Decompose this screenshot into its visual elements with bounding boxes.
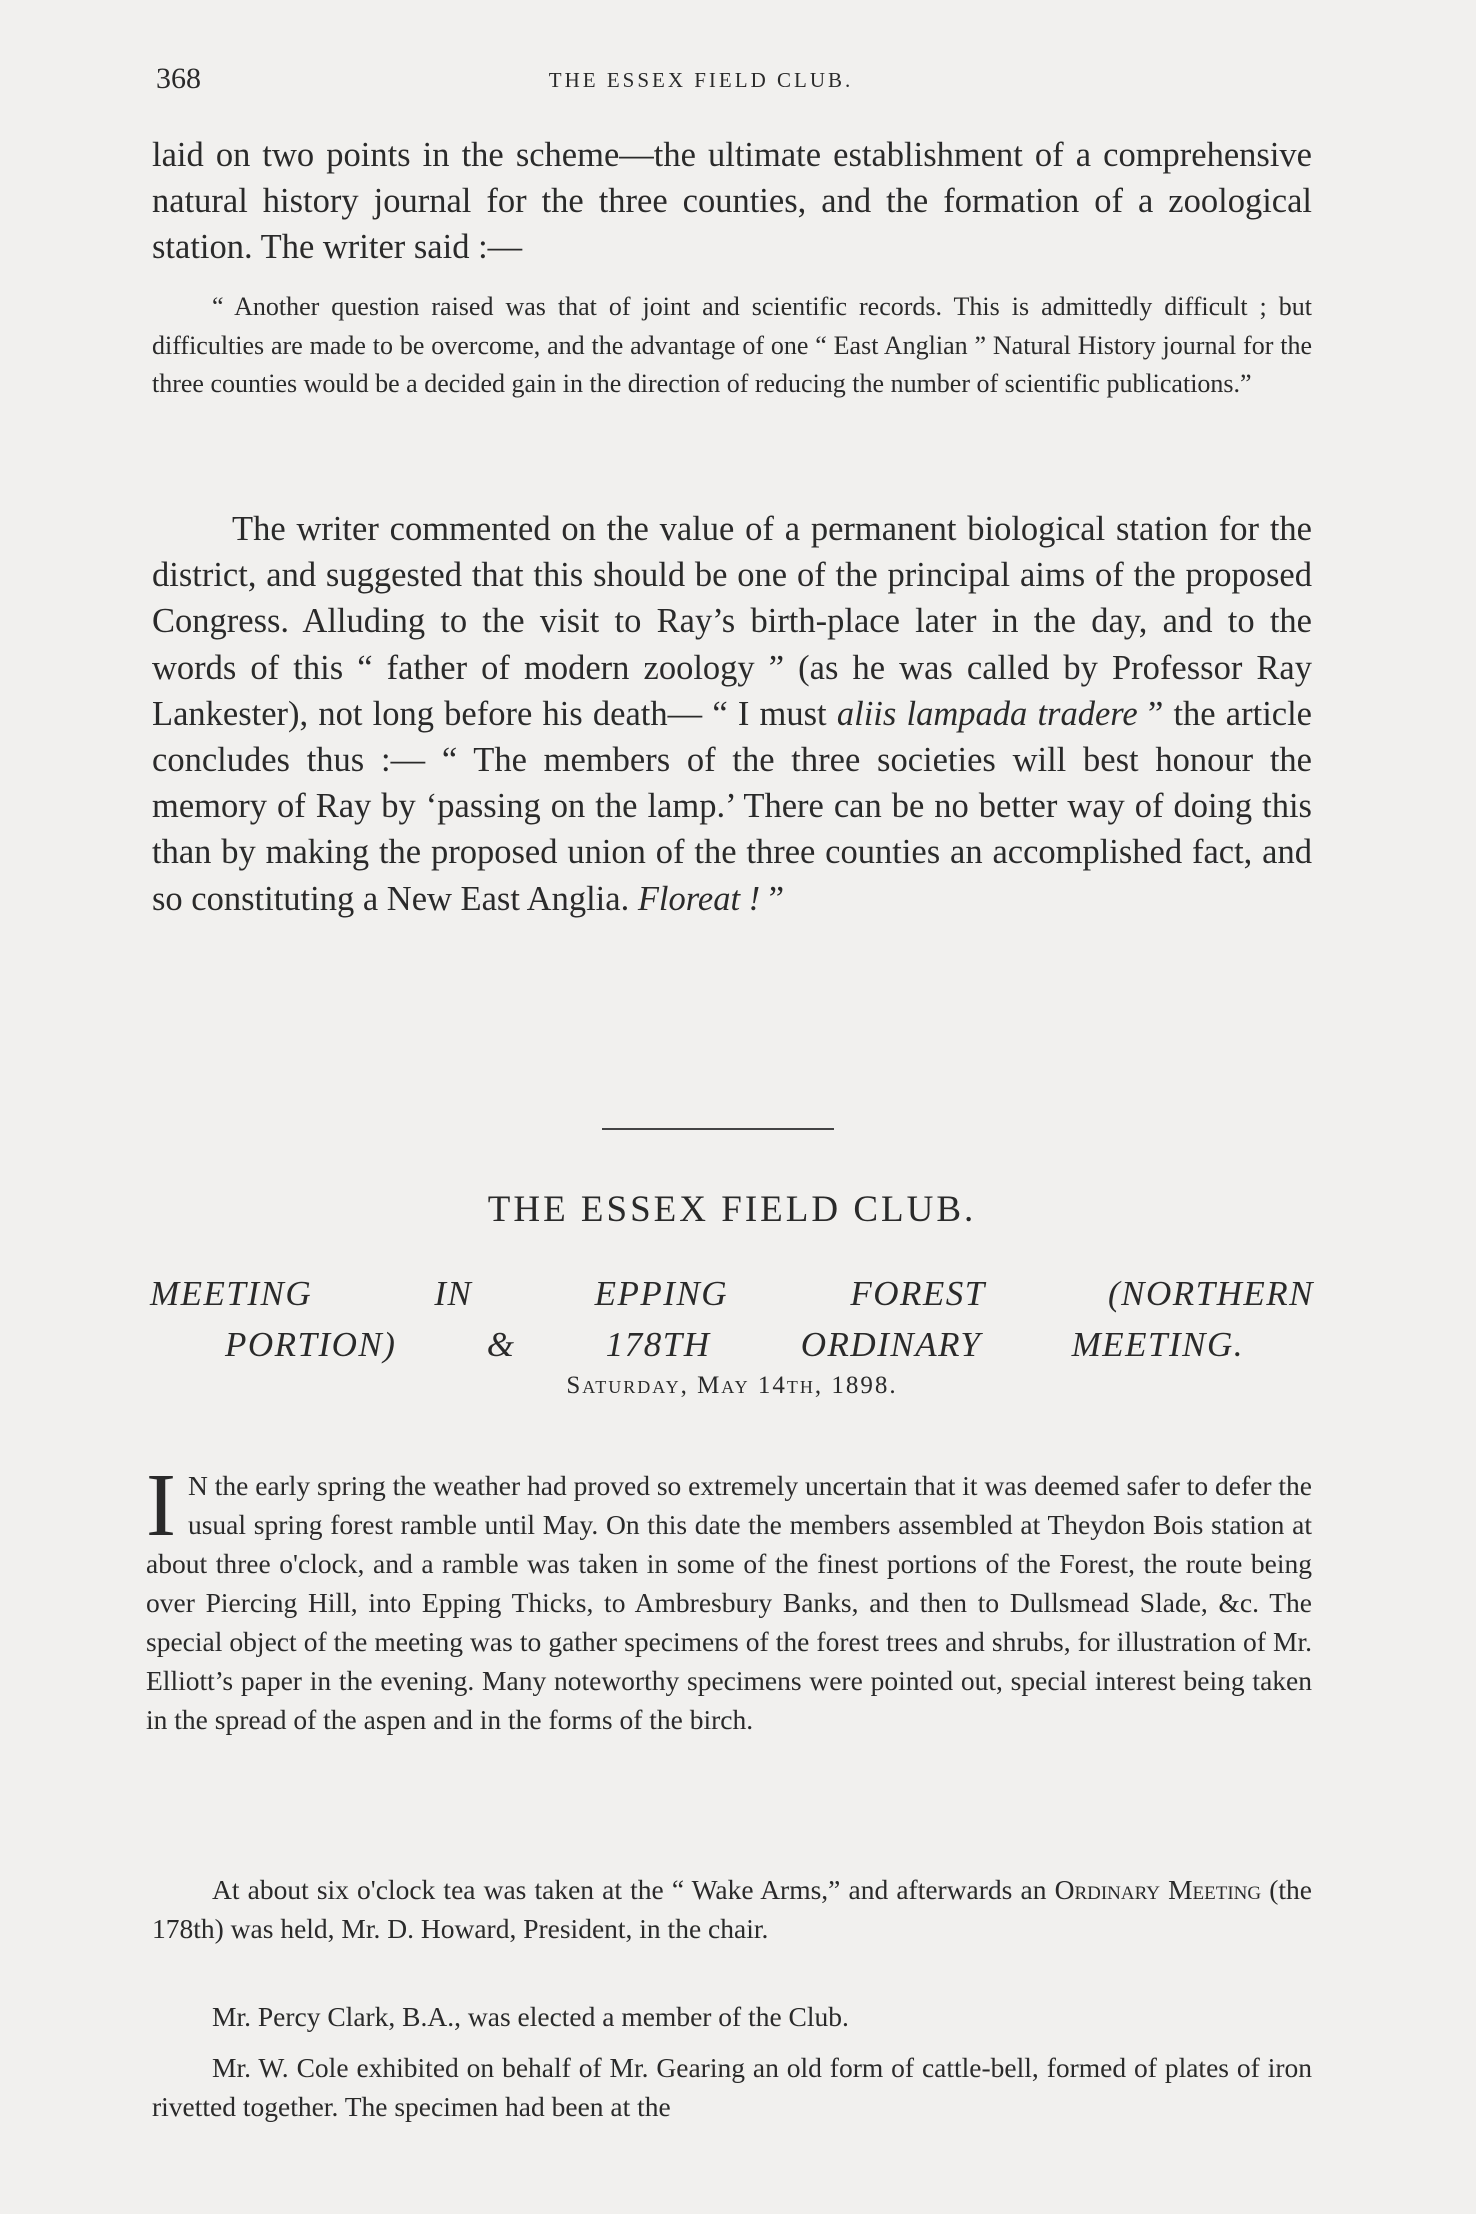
running-head	[150, 62, 1312, 102]
paragraph-election	[152, 1997, 1312, 2036]
paragraph-text	[152, 506, 1312, 922]
paragraph-text	[146, 1456, 1312, 1739]
meeting-date: Saturday, May 14th, 1898.	[566, 1372, 898, 1399]
paragraph-meeting-report	[146, 1456, 1312, 1739]
subtitle-word: &	[486, 1325, 516, 1364]
text-segment: At about six o'clock tea was taken at the “ Wake Arms,” and afterwards an	[212, 1874, 1055, 1905]
latin-phrase: aliis lampada tradere	[836, 694, 1138, 733]
paragraph-tea	[152, 1870, 1312, 1948]
paragraph-text: laid on two points in the scheme—the ultimate establishment of a comprehensive natural history journal for the three counties, and the formation of a zoological station. The writer said :—	[152, 136, 1312, 267]
subtitle-line-2	[150, 1319, 1314, 1370]
subtitle-word: (NORTHERN	[1107, 1274, 1314, 1313]
text-segment: N the early spring the weather had proved so extremely uncertain that it was deemed safer to defer the usual spring forest ramble until May. On this date the members assembled at Theydon Bois station at about three o'clock, and a ramble was taken in some of the finest portions of the Forest, the route being over Piercing Hill, into Epping Thicks, to Ambresbury Banks, and then to Dullsmead Slade, &c. The special object of the meeting was to gather specimens of the forest trees and shrubs, for illustration of Mr. Elliott’s paper in the evening. Many noteworthy specimens were pointed out, special interest being taken in the spread of the aspen and in the forms of the birch.	[146, 1470, 1312, 1735]
paragraph-exhibit	[152, 2048, 1312, 2126]
subtitle-word: FOREST	[850, 1274, 986, 1313]
quote-indent	[152, 292, 212, 321]
running-title: THE ESSEX FIELD CLUB.	[548, 68, 854, 92]
section-divider	[602, 1128, 834, 1130]
text-segment: The writer commented on the value of a permanent biological station for the district, and suggested that this should be one of the principal aims of the proposed Congress. Alluding to the visit to Ray’s birth-place later in the day, and to the words of this “ father of modern zoology ” (as he was called by Professor Ray Lankester), not long before his death— “ I must	[152, 510, 1312, 733]
subtitle-line-1	[150, 1268, 1314, 1319]
floreat-phrase: Floreat !	[637, 879, 761, 918]
section-subtitle	[150, 1268, 1314, 1370]
ordinary-meeting-label: Ordinary Meeting	[1054, 1874, 1262, 1905]
subtitle-word: MEETING.	[1071, 1325, 1244, 1364]
page-number: 368	[156, 62, 201, 95]
paragraph-text	[152, 1870, 1312, 1948]
paragraph-text: Mr. Percy Clark, B.A., was elected a member of the Club.	[212, 2001, 849, 2032]
subtitle-word: EPPING	[594, 1274, 729, 1313]
quote-text: “ Another question raised was that of joint and scientific records. This is admittedly difficult ; but difficulties are made to be overcome, and the advantage of one “ East Anglian ” Natural History journal for the three counties would be a decided gain in the direction of reducing the number of scientific publications.”	[152, 292, 1312, 398]
paragraph-opening	[152, 132, 1312, 271]
drop-cap: I	[146, 1456, 176, 1555]
paragraph-commentary	[152, 506, 1312, 922]
block-quote	[152, 288, 1312, 404]
subtitle-word: ORDINARY	[800, 1325, 982, 1364]
subtitle-word: IN	[434, 1274, 473, 1313]
section-title: THE ESSEX FIELD CLUB.	[487, 1189, 977, 1230]
text-segment: ” the article concludes thus :— “ The members of the three societies will best honour the memory of Ray by ‘passing on the lamp.’ There can be no better way of doing this than by making the proposed union of the three counties an accomplished fact, and so constituting a New East Anglia.	[152, 694, 1312, 918]
subtitle-word: PORTION)	[225, 1325, 397, 1364]
text-segment: (the 178th) was held, Mr. D. Howard, President, in the chair.	[152, 1874, 1312, 1944]
text-segment: ”	[760, 879, 785, 918]
subtitle-word: MEETING	[150, 1274, 313, 1313]
paragraph-text: Mr. W. Cole exhibited on behalf of Mr. Gearing an old form of cattle-bell, formed of plates of iron rivetted together. The specimen had been at the	[152, 2052, 1312, 2122]
subtitle-word: 178TH	[605, 1325, 711, 1364]
